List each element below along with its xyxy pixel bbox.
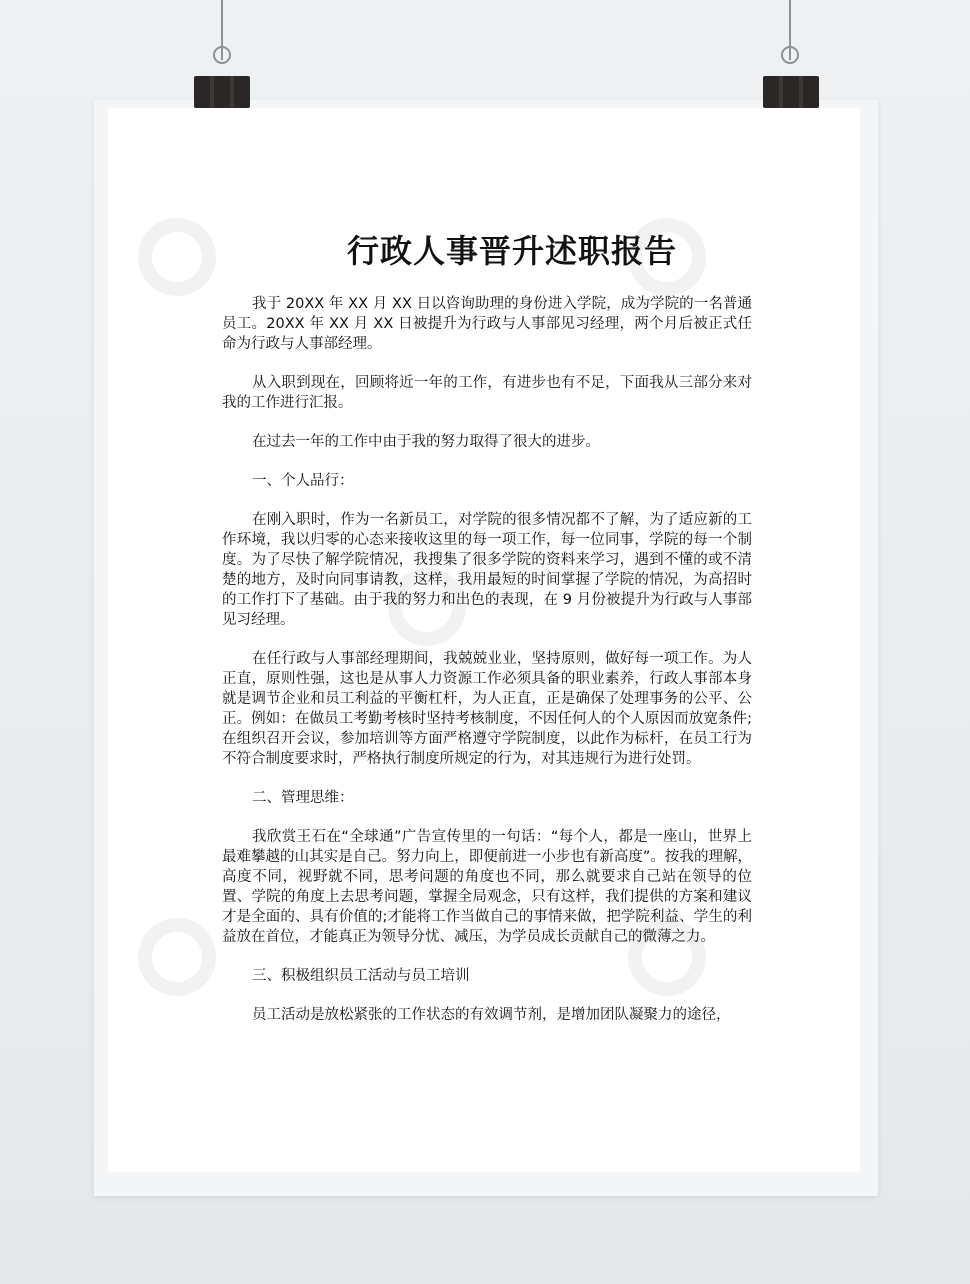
paragraph: 在任行政与人事部经理期间，我兢兢业业，坚持原则，做好每一项工作。为人正直，原则性强，这也是从事人力资源工作必须具备的职业素养，行政人事部本身就是调节企业和员工利益的平衡杠杆，为人正直，正是确保了处理事务的公平、公正。例如：在做员工考勤考核时坚持考核制度，不因任何人的个人原因而放宽条件;在组织召开会议，参加培训等方面严格遵守学院制度，以此作为标杆，在员工行为不符合制度要求时，严格执行制度所规定的行为，对其违规行为进行处罚。	[222, 651, 752, 767]
paragraph: 我欣赏王石在“全球通”广告宣传里的一句话：“每个人，都是一座山，世界上最难攀越的山其实是自己。努力向上，即便前进一小步也有新高度”。按我的理解，高度不同，视野就不同，思考问题的角度也不同，那么就要求自己站在领导的位置、学院的角度上去思考问题，掌握全局观念，只有这样，我们提供的方案和建议才是全面的、具有价值的;才能将工作当做自己的事情来做，把学院利益、学生的利益放在首位，才能真正为领导分忧、减压，为学员成长贡献自己的微薄之力。	[222, 829, 752, 945]
ring-left	[213, 46, 231, 64]
binder-clip-right	[763, 76, 819, 108]
section-heading: 一、个人品行：	[252, 473, 354, 489]
paragraph: 在刚入职时，作为一名新员工，对学院的很多情况都不了解，为了适应新的工作环境，我以归零的心态来接收这里的每一项工作，每一位同事，学院的每一个制度。为了尽快了解学院情况，我搜集了很多学院的资料来学习，遇到不懂的或不清楚的地方，及时向同事请教，这样，我用最短的时间掌握了学院的情况，为高招时的工作打下了基础。由于我的努力和出色的表现，在 9 月份被提升为行政与人事部见习经理。	[222, 512, 752, 628]
document-page	[108, 108, 860, 1172]
paragraph: 在过去一年的工作中由于我的努力取得了很大的进步。	[252, 434, 600, 450]
binder-clip-left	[194, 76, 250, 108]
document-body	[222, 294, 752, 1044]
paragraph: 员工活动是放松紧张的工作状态的有效调节剂，是增加团队凝聚力的途径，	[252, 1007, 731, 1023]
document-title: 行政人事晋升述职报告	[346, 232, 677, 270]
watermark-icon	[138, 918, 216, 1000]
paragraph: 从入职到现在，回顾将近一年的工作，有进步也有不足，下面我从三部分来对我的工作进行汇报。	[222, 375, 752, 411]
paragraph: 我于 20XX 年 XX 月 XX 日以咨询助理的身份进入学院，成为学院的一名普通员工。20XX 年 XX 月 XX 日被提升为行政与人事部见习经理，两个月后被正式任命为行政与人事部经理。	[222, 296, 752, 352]
section-heading: 二、管理思维：	[252, 790, 354, 806]
section-heading: 三、积极组织员工活动与员工培训	[252, 968, 470, 984]
ring-right	[781, 46, 799, 64]
